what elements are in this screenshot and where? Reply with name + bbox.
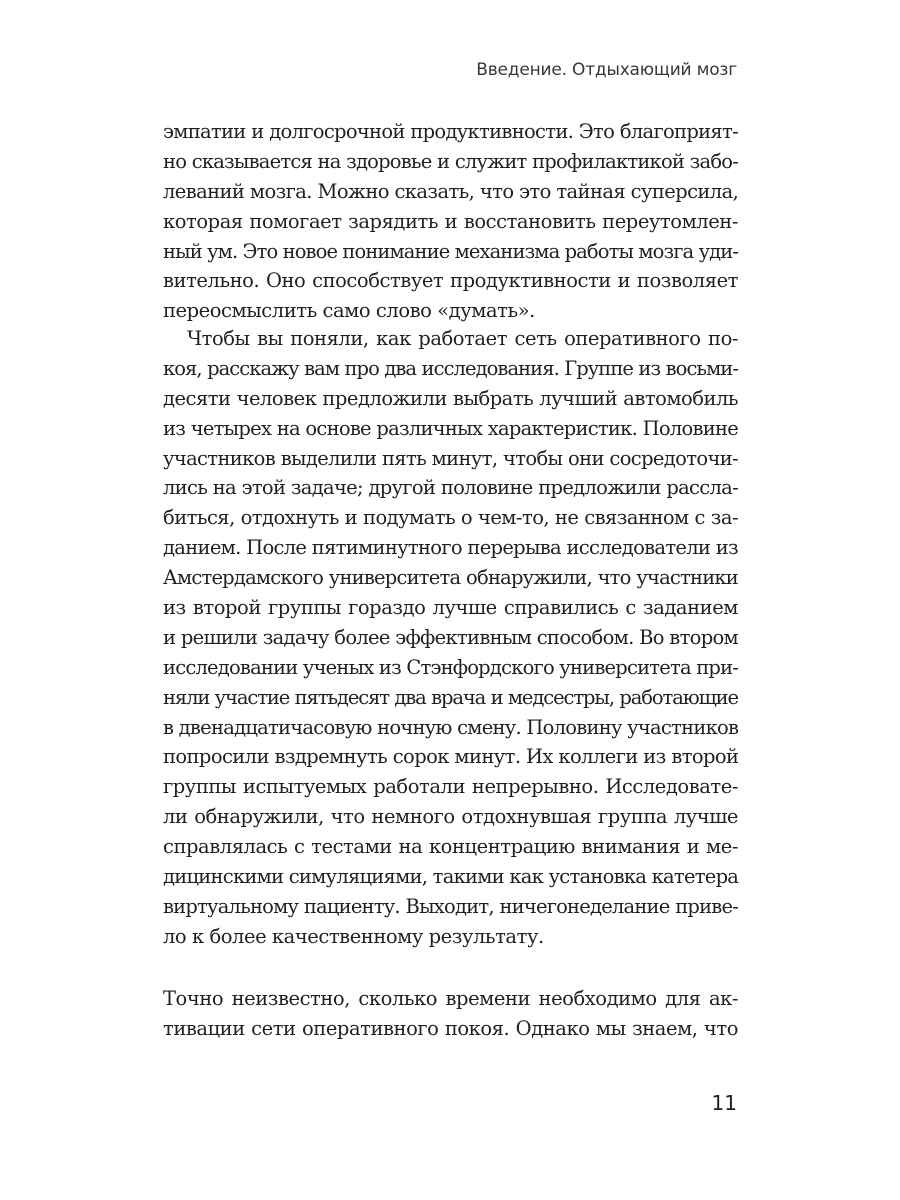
text-line: эмпатии и долгосрочной продуктивности. Это благоприят- — [163, 120, 738, 143]
text-line: Точно неизвестно, сколько времени необходимо для ак- — [163, 987, 738, 1010]
running-head: Введение. Отдыхающий мозг — [476, 60, 737, 80]
text-line: исследовании ученых из Стэнфордского университета при- — [163, 655, 739, 679]
text-line: но сказывается на здоровье и служит профилактикой забо- — [163, 149, 738, 173]
paragraph-3 — [163, 984, 738, 1044]
text-line: из второй группы гораздо лучше справились с заданием — [163, 596, 738, 620]
text-line: в двенадцатичасовую ночную смену. Половину участников — [163, 715, 739, 739]
text-line: ный ум. Это новое понимание механизма работы мозга уди- — [163, 239, 739, 263]
text-line: ли обнаружили, что немного отдохнувшая группа лучше — [163, 805, 738, 829]
text-line: ло к более качественному результату. — [163, 924, 544, 948]
text-line: из четырех на основе различных характеристик. Половине — [163, 416, 738, 440]
text-line: вительно. Оно способствует продуктивности и позволяет — [163, 269, 738, 293]
text-line: и решили задачу более эффективным способом. Во втором — [163, 625, 738, 649]
text-line: лись на этой задаче; другой половине предложили рассла- — [163, 476, 738, 500]
text-line: Чтобы вы поняли, как работает сеть оперативного по- — [187, 327, 738, 350]
text-line: которая помогает зарядить и восстановить переутомлен- — [163, 209, 738, 233]
text-line: попросили вздремнуть сорок минут. Их коллеги из второй — [163, 745, 739, 769]
text-line: леваний мозга. Можно сказать, что это тайная суперсила, — [163, 179, 739, 203]
paragraph-1 — [163, 117, 738, 326]
text-line: Амстердамского университета обнаружили, что участники — [163, 566, 738, 590]
paragraph-2 — [163, 324, 738, 952]
text-line: биться, отдохнуть и подумать о чем-то, не связанном с за- — [163, 506, 738, 530]
text-line: переосмыслить само слово «думать». — [163, 299, 535, 323]
text-line: десяти человек предложили выбрать лучший автомобиль — [163, 386, 738, 410]
text-line: группы испытуемых работали непрерывно. Исследовате- — [163, 775, 738, 799]
text-line: тивации сети оперативного покоя. Однако мы знаем, что — [163, 1016, 738, 1040]
text-line: коя, расскажу вам про два исследования. Группе из восьми- — [163, 356, 738, 380]
page-number: 11 — [711, 1091, 737, 1115]
text-line: няли участие пятьдесят два врача и медсестры, работающие — [163, 685, 738, 709]
text-line: участников выделили пять минут, чтобы они сосредоточи- — [163, 446, 738, 470]
text-line: виртуальному пациенту. Выходит, ничегонеделание приве- — [163, 894, 738, 918]
text-line: данием. После пятиминутного перерыва исследователи из — [163, 536, 738, 560]
text-line: дицинскими симуляциями, такими как установка катетера — [163, 865, 739, 889]
text-line: справлялась с тестами на концентрацию внимания и ме- — [163, 835, 738, 859]
